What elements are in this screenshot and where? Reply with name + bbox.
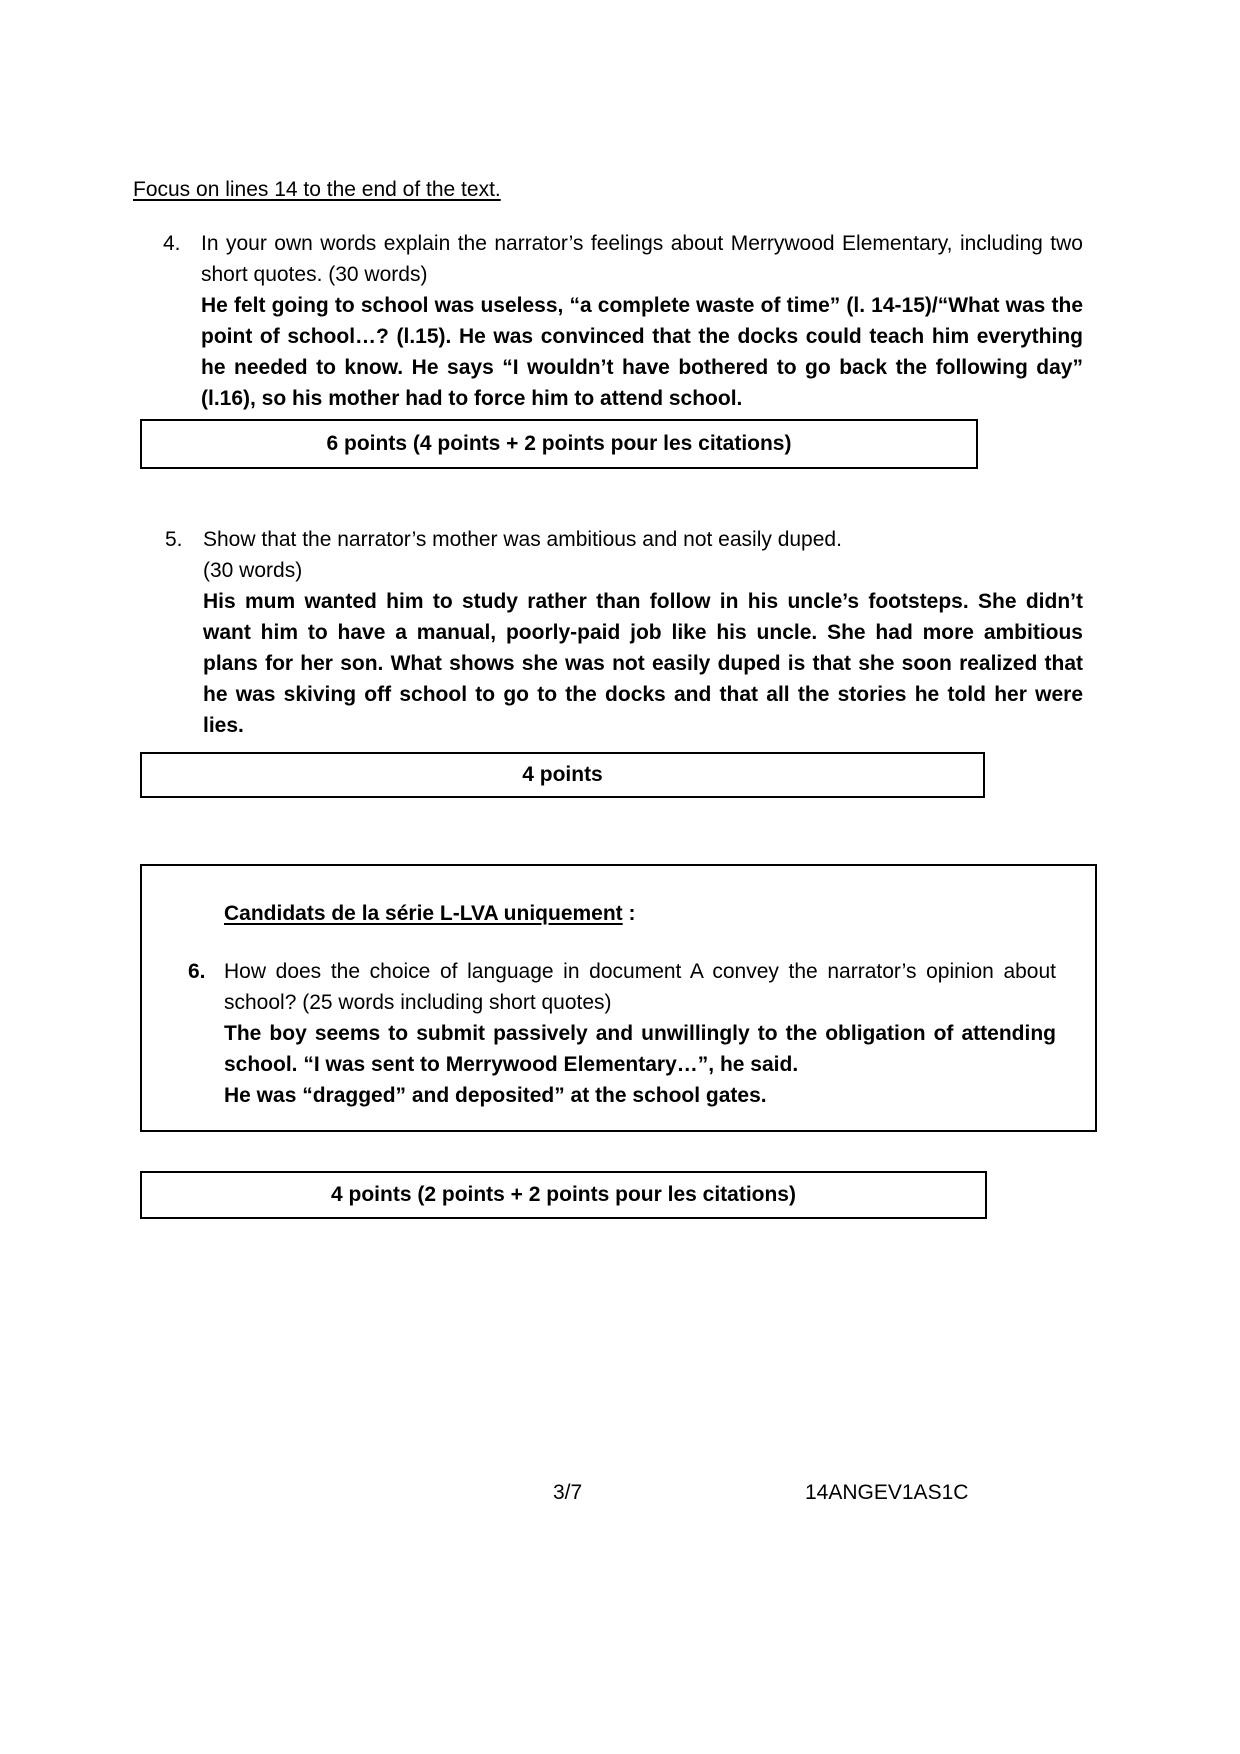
score-box-3-label: 4 points (2 points + 2 points pour les citations) xyxy=(331,1183,796,1206)
question-5-prompt-line2: (30 words) xyxy=(203,559,303,582)
question-6-answer-line1: The boy seems to submit passively and unwillingly to the obligation of attending school. “I was sent to Merrywood Elementary…”, he said. xyxy=(224,1022,1056,1076)
question-4-body xyxy=(201,228,1083,414)
lva-heading-suffix: : xyxy=(622,902,636,925)
score-box-2-label: 4 points xyxy=(522,763,603,786)
question-6-number: 6. xyxy=(188,960,206,983)
question-6-prompt: How does the choice of language in document A convey the narrator’s opinion about school? (25 words including short quotes) xyxy=(224,960,1056,1014)
question-5 xyxy=(165,524,1083,741)
question-4 xyxy=(163,228,1083,414)
question-4-prompt: In your own words explain the narrator’s feelings about Merrywood Elementary, including two short quotes. (30 words) xyxy=(201,232,1083,286)
score-box-question-6 xyxy=(140,1171,987,1219)
document-code: 14ANGEV1AS1C xyxy=(805,1481,969,1504)
page-number: 3/7 xyxy=(553,1481,583,1504)
score-box-question-5 xyxy=(140,752,985,798)
section-heading: Focus on lines 14 to the end of the text. xyxy=(133,178,501,201)
lva-candidates-box xyxy=(140,864,1097,1132)
question-6-body xyxy=(224,956,1056,1111)
question-4-answer: He felt going to school was useless, “a complete waste of time” (l. 14-15)/“What was the point of school…? (l.15). He was convinced that the docks could teach him everything he needed to know. He says “I wouldn’t have bothered to go back the following day” (l.16), so his mother had to force him to attend school. xyxy=(201,294,1083,410)
question-6-answer-line2: He was “dragged” and deposited” at the school gates. xyxy=(224,1084,767,1107)
score-box-question-4 xyxy=(140,419,978,469)
question-6 xyxy=(188,956,1056,1111)
score-box-1-label: 6 points (4 points + 2 points pour les citations) xyxy=(326,432,792,455)
lva-heading-text: Candidats de la série L-LVA uniquement xyxy=(224,902,623,925)
question-5-body xyxy=(203,524,1083,741)
question-5-answer: His mum wanted him to study rather than follow in his uncle’s footsteps. She didn’t want him to have a manual, poorly-paid job like his uncle. She had more ambitious plans for her son. What shows she was not easily duped is that she soon realized that he was skiving off school to go to the docks and that all the stories he told her were lies. xyxy=(203,590,1083,737)
question-5-number: 5. xyxy=(165,528,183,551)
lva-section-heading xyxy=(224,902,636,926)
question-5-prompt: Show that the narrator’s mother was ambitious and not easily duped. xyxy=(203,528,842,551)
question-4-number: 4. xyxy=(163,232,181,255)
